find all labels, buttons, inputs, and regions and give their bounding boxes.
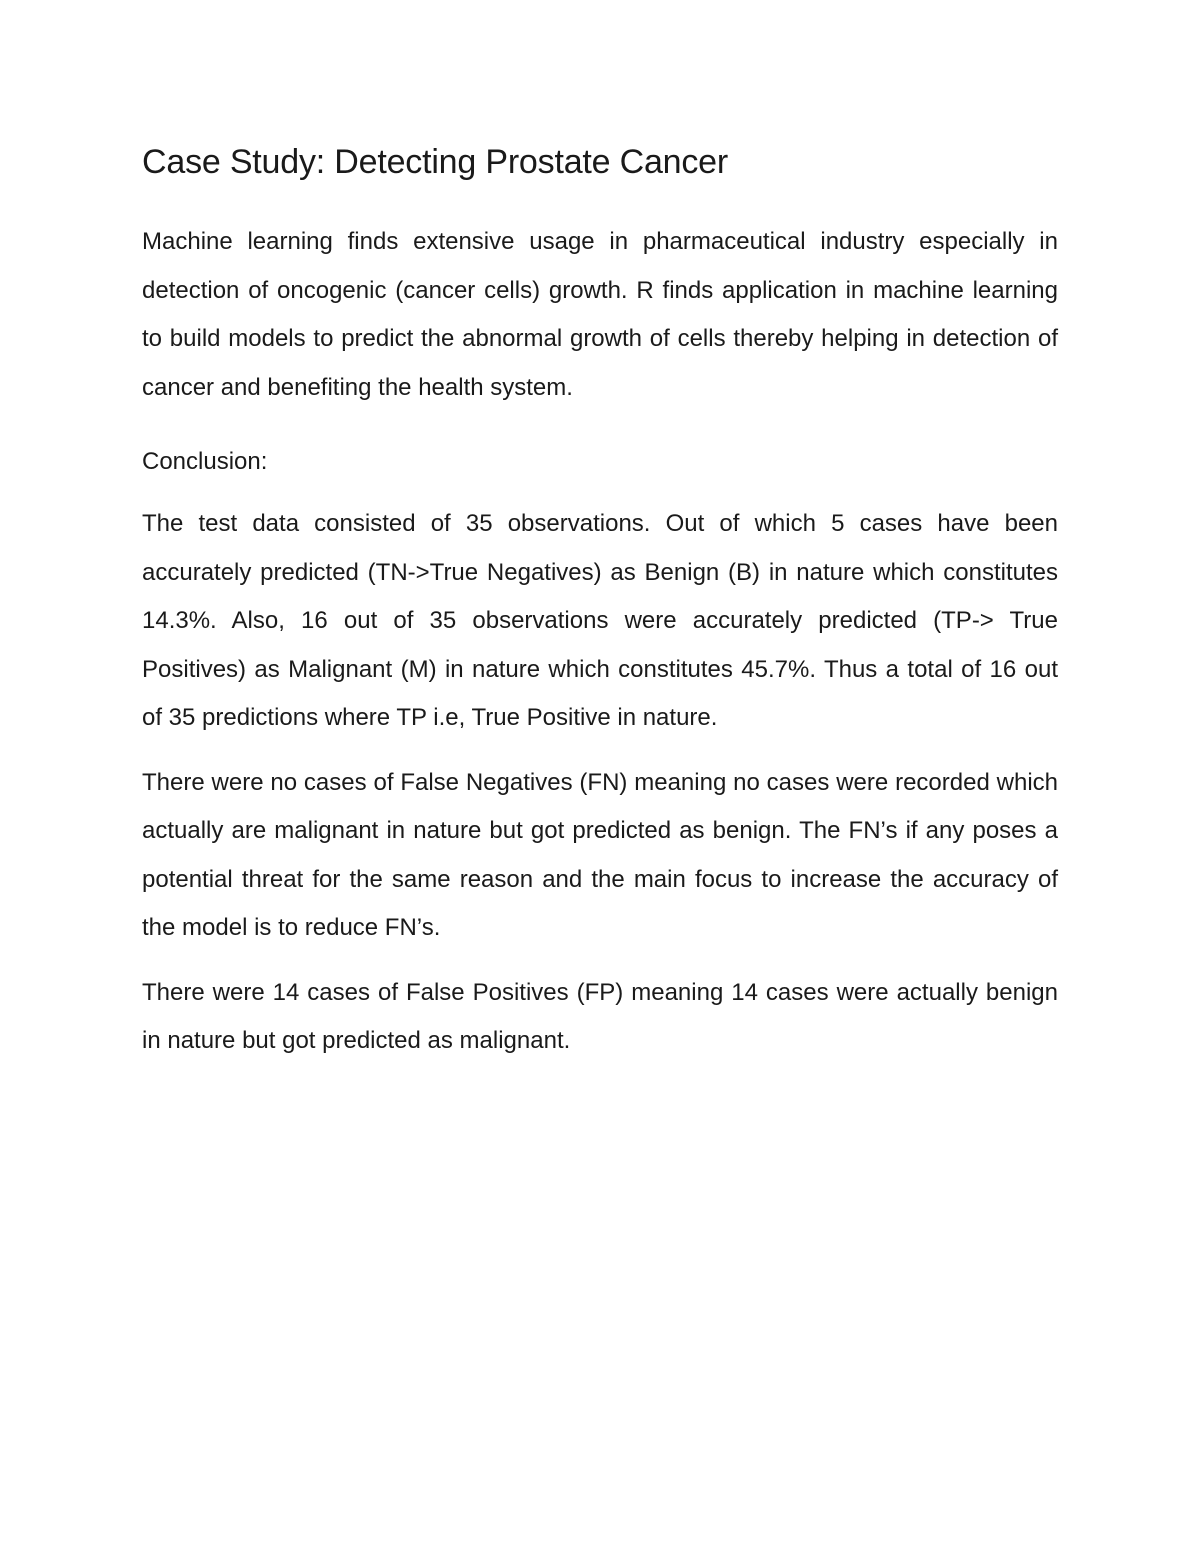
document-content [142, 140, 1058, 1066]
intro-paragraph: Machine learning finds extensive usage in pharmaceutical industry especially in detection of oncogenic (cancer cells) growth. R finds application in machine learning to build models to predict the abnormal growth of cells thereby helping in detection of cancer and benefiting the health system. [142, 228, 1058, 401]
conclusion-paragraph-1: The test data consisted of 35 observations. Out of which 5 cases have been accurately predicted (TN->True Negatives) as Benign (B) in nature which constitutes 14.3%. Also, 16 out of 35 observations were accurately predicted (TP-> True Positives) as Malignant (M) in nature which constitutes 45.7%. Thus a total of 16 out of 35 predictions where TP i.e, True Positive in nature. [142, 510, 1058, 731]
conclusion-heading: Conclusion: [142, 448, 268, 475]
conclusion-paragraph-3: There were 14 cases of False Positives (FP) meaning 14 cases were actually benign in nature but got predicted as malignant. [142, 978, 1058, 1054]
conclusion-paragraph-2: There were no cases of False Negatives (FN) meaning no cases were recorded which actually are malignant in nature but got predicted as benign. The FN’s if any poses a potential threat for the same reason and the main focus to increase the accuracy of the model is to reduce FN’s. [142, 768, 1058, 941]
document-title: Case Study: Detecting Prostate Cancer [142, 143, 729, 181]
